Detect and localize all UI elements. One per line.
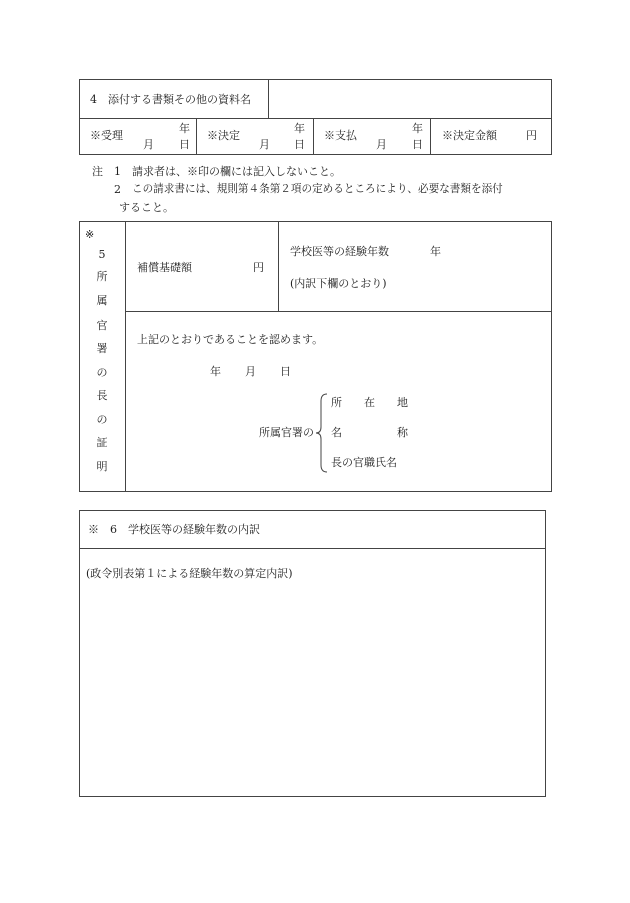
divider	[313, 118, 314, 155]
decided-amount-unit: 円	[526, 129, 537, 142]
breakdown-field[interactable]	[81, 585, 544, 795]
note-2-text: この請求書には、規則第４条第２項の定めるところにより、必要な書類を添付	[132, 183, 503, 195]
received-year: 年	[179, 122, 190, 135]
decided-amount-label: ※決定金額	[442, 129, 497, 142]
breakdown-subtitle: (政令別表第１による経験年数の算定内訳)	[86, 567, 293, 580]
received-day: 日	[179, 138, 190, 151]
date-day: 日	[280, 365, 291, 378]
divider	[79, 548, 546, 549]
heading-char: 官	[96, 319, 108, 332]
decided-day: 日	[294, 138, 305, 151]
heading-char: 属	[96, 294, 108, 307]
received-label: ※受理	[90, 129, 123, 142]
experience-years-unit: 年	[430, 245, 441, 258]
decided-label: ※決定	[207, 129, 240, 142]
office-use-mark: ※	[85, 228, 95, 241]
heading-char: の	[96, 413, 108, 426]
heading-char: の	[96, 366, 108, 379]
paid-label: ※支払	[324, 129, 357, 142]
heading-char: 署	[96, 342, 108, 355]
date-month: 月	[245, 365, 256, 378]
office-label: 所属官署の	[259, 426, 314, 439]
breakdown-note: (内訳下欄のとおり)	[290, 277, 387, 290]
experience-years-label: 学校医等の経験年数	[290, 245, 389, 258]
divider	[268, 79, 269, 119]
divider	[196, 118, 197, 155]
section-number: 5	[98, 248, 106, 261]
base-amount-label: 補償基礎額	[137, 261, 192, 274]
certification-heading	[79, 221, 125, 492]
decided-year: 年	[294, 122, 305, 135]
paid-year: 年	[412, 122, 423, 135]
official-title-label: 長の官職氏名	[331, 456, 397, 469]
divider	[125, 221, 126, 492]
divider	[125, 311, 552, 312]
received-month: 月	[143, 138, 154, 151]
divider	[278, 221, 279, 311]
divider	[430, 118, 431, 155]
breakdown-title: ※ 6 学校医等の経験年数の内訳	[88, 523, 260, 536]
heading-char: 長	[96, 389, 108, 402]
heading-char: 所	[96, 270, 108, 283]
date-year: 年	[210, 365, 221, 378]
heading-char: 明	[96, 460, 108, 473]
base-amount-unit: 円	[253, 261, 264, 274]
note-1-text: 請求者は、※印の欄には記入しないこと。	[132, 165, 341, 178]
paid-day: 日	[412, 138, 423, 151]
attached-documents-label: 4 添付する書類その他の資料名	[90, 93, 251, 106]
paid-month: 月	[376, 138, 387, 151]
brace-icon	[315, 393, 329, 473]
notes-prefix: 注	[92, 165, 103, 178]
note-2-number: 2	[114, 183, 121, 196]
note-2-text-continued: すること。	[119, 201, 174, 214]
address-label: 所 在 地	[331, 396, 408, 409]
certify-text: 上記のとおりであることを認めます。	[137, 333, 324, 346]
heading-char: 証	[96, 436, 108, 449]
note-1-number: 1	[114, 165, 121, 178]
attached-documents-field[interactable]	[270, 81, 550, 117]
decided-month: 月	[259, 138, 270, 151]
name-label: 名 称	[331, 426, 408, 439]
